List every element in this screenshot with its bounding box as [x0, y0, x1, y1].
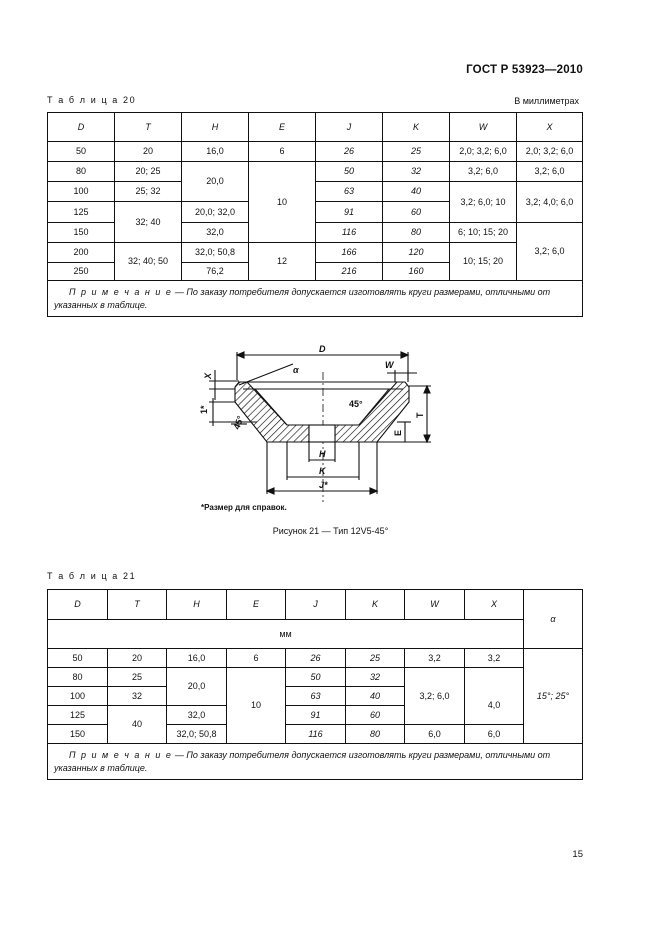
cell-j: 50: [316, 162, 383, 182]
table-row: [48, 668, 583, 687]
cell-d: 125: [48, 706, 108, 725]
cell-e: 10: [227, 668, 286, 744]
label-t: T: [415, 412, 425, 418]
cell-k: 60: [383, 202, 450, 223]
table21-units-row: [48, 620, 583, 649]
cell-h: 32,0: [167, 706, 227, 725]
cell-x: 3,2; 6,0: [517, 223, 583, 281]
cell-j: 26: [286, 649, 346, 668]
header-e: E: [249, 113, 316, 142]
label-e: E: [393, 429, 403, 436]
cell-x: 3,2; 6,0: [517, 162, 583, 182]
cell-t: 32: [108, 687, 167, 706]
header-k: K: [383, 113, 450, 142]
page-number: 15: [572, 849, 583, 860]
header-t: T: [115, 113, 182, 142]
note-label: П р и м е ч а н и е: [69, 286, 173, 297]
cell-h: 20,0: [167, 668, 227, 706]
standard-header: ГОСТ Р 53923—2010: [466, 64, 583, 76]
cell-j: 91: [286, 706, 346, 725]
cell-h: 32,0; 50,8: [182, 243, 249, 263]
cell-h: 76,2: [182, 263, 249, 281]
cell-k: 40: [383, 182, 450, 202]
cell-x: 6,0: [465, 725, 524, 744]
cell-j: 63: [286, 687, 346, 706]
cell-d: 200: [48, 243, 115, 263]
table20-note-row: [48, 281, 583, 317]
cell-h: 20,0; 32,0: [182, 202, 249, 223]
table-row: [48, 162, 583, 182]
cell-d: 150: [48, 223, 115, 243]
cell-h: 32,0; 50,8: [167, 725, 227, 744]
header-d: D: [48, 113, 115, 142]
table21-caption: Т а б л и ц а 21: [47, 571, 137, 581]
cell-d: 125: [48, 202, 115, 223]
cell-e: 10: [249, 162, 316, 243]
cell-k: 80: [346, 725, 405, 744]
cell-j: 91: [316, 202, 383, 223]
table-row: [48, 243, 583, 263]
label-j: J*: [319, 480, 328, 490]
cell-d: 100: [48, 182, 115, 202]
wheel-drawing: [195, 342, 445, 522]
units-cell: мм: [48, 620, 524, 649]
cell-h: 32,0: [182, 223, 249, 243]
cell-x: 3,2; 4,0; 6,0: [517, 182, 583, 223]
cell-j: 26: [316, 142, 383, 162]
cell-d: 80: [48, 668, 108, 687]
cell-j: 63: [316, 182, 383, 202]
cell-x: [465, 668, 524, 687]
cell-t: 20: [115, 142, 182, 162]
cell-d: 100: [48, 687, 108, 706]
table21: [47, 589, 583, 780]
cell-x: 4,0: [465, 687, 524, 725]
cell-w: 3,2; 6,0; 10: [450, 182, 517, 223]
table20-header-row: [48, 113, 583, 142]
cell-j: 116: [316, 223, 383, 243]
header-e: E: [227, 590, 286, 620]
table-row: [48, 182, 583, 202]
header-j: J: [286, 590, 346, 620]
cell-k: 32: [383, 162, 450, 182]
cell-d: 150: [48, 725, 108, 744]
header-t: T: [108, 590, 167, 620]
cell-d: 50: [48, 649, 108, 668]
table20-units: В миллиметрах: [514, 96, 579, 106]
cell-w: 10; 15; 20: [450, 243, 517, 281]
header-k: K: [346, 590, 405, 620]
note-text: — По заказу потребителя допускается изготовлять круги размерами, отличными от указанных в таблице.: [54, 286, 551, 310]
cell-w: 6,0: [405, 725, 465, 744]
label-d: D: [319, 344, 326, 354]
table-row: [48, 142, 583, 162]
cell-e: 12: [249, 243, 316, 281]
table-row: [48, 687, 583, 706]
table20-note: [48, 281, 583, 317]
header-alpha: α: [524, 590, 583, 649]
cell-t: 40: [108, 706, 167, 744]
cell-t: 25: [108, 668, 167, 687]
header-x: X: [517, 113, 583, 142]
label-h: H: [319, 449, 326, 459]
figure21-caption: Рисунок 21 — Тип 12V5-45°: [272, 526, 389, 536]
cell-j: 216: [316, 263, 383, 281]
label-alpha: α: [293, 365, 299, 375]
cell-k: 40: [346, 687, 405, 706]
header-j: J: [316, 113, 383, 142]
label-k: K: [319, 466, 326, 476]
note-label: П р и м е ч а н и е: [69, 749, 173, 760]
cell-w: 6; 10; 15; 20: [450, 223, 517, 243]
note-text: — По заказу потребителя допускается изготовлять круги размерами, отличными от указанных в таблице.: [54, 749, 551, 773]
label-x: X: [203, 372, 213, 379]
cell-h: 16,0: [182, 142, 249, 162]
cell-x: 3,2: [465, 649, 524, 668]
cell-t: 25; 32: [115, 182, 182, 202]
header-h: H: [167, 590, 227, 620]
header-w: W: [450, 113, 517, 142]
cell-j: 50: [286, 668, 346, 687]
header-h: H: [182, 113, 249, 142]
table21-note-row: [48, 744, 583, 780]
cell-h: 16,0: [167, 649, 227, 668]
cell-k: 25: [383, 142, 450, 162]
cell-k: 160: [383, 263, 450, 281]
label-angle45-left: 45°: [231, 414, 246, 431]
cell-w: 3,2; 6,0: [450, 162, 517, 182]
cell-w: 3,2: [405, 649, 465, 668]
cell-k: 32: [346, 668, 405, 687]
cell-w: 2,0; 3,2; 6,0: [450, 142, 517, 162]
cell-k: 120: [383, 243, 450, 263]
cell-d: 50: [48, 142, 115, 162]
cell-t: 20: [108, 649, 167, 668]
cell-k: 60: [346, 706, 405, 725]
header-x: X: [465, 590, 524, 620]
label-one: 1*: [199, 405, 209, 414]
table20-caption: Т а б л и ц а 20: [47, 95, 137, 105]
cell-j: 116: [286, 725, 346, 744]
cell-k: 80: [383, 223, 450, 243]
cell-e: 6: [249, 142, 316, 162]
cell-j: 166: [316, 243, 383, 263]
cell-h: 20,0: [182, 162, 249, 202]
table-row: [48, 649, 583, 668]
cell-x: 2,0; 3,2; 6,0: [517, 142, 583, 162]
label-angle45-right: 45°: [349, 399, 363, 409]
cell-d: 80: [48, 162, 115, 182]
header-d: D: [48, 590, 108, 620]
cell-e: 6: [227, 649, 286, 668]
cell-alpha: 15°; 25°: [524, 649, 583, 744]
cell-t: 20; 25: [115, 162, 182, 182]
cell-k: 25: [346, 649, 405, 668]
cell-t: 32; 40; 50: [115, 243, 182, 281]
cell-t: 32; 40: [115, 202, 182, 243]
cell-d: 250: [48, 263, 115, 281]
figure-footnote: *Размер для справок.: [201, 503, 287, 512]
cell-w: 3,2; 6,0: [405, 668, 465, 725]
label-w: W: [385, 360, 394, 370]
table21-note: [48, 744, 583, 780]
header-w: W: [405, 590, 465, 620]
table20: [47, 112, 583, 317]
table21-header-row: [48, 590, 583, 620]
